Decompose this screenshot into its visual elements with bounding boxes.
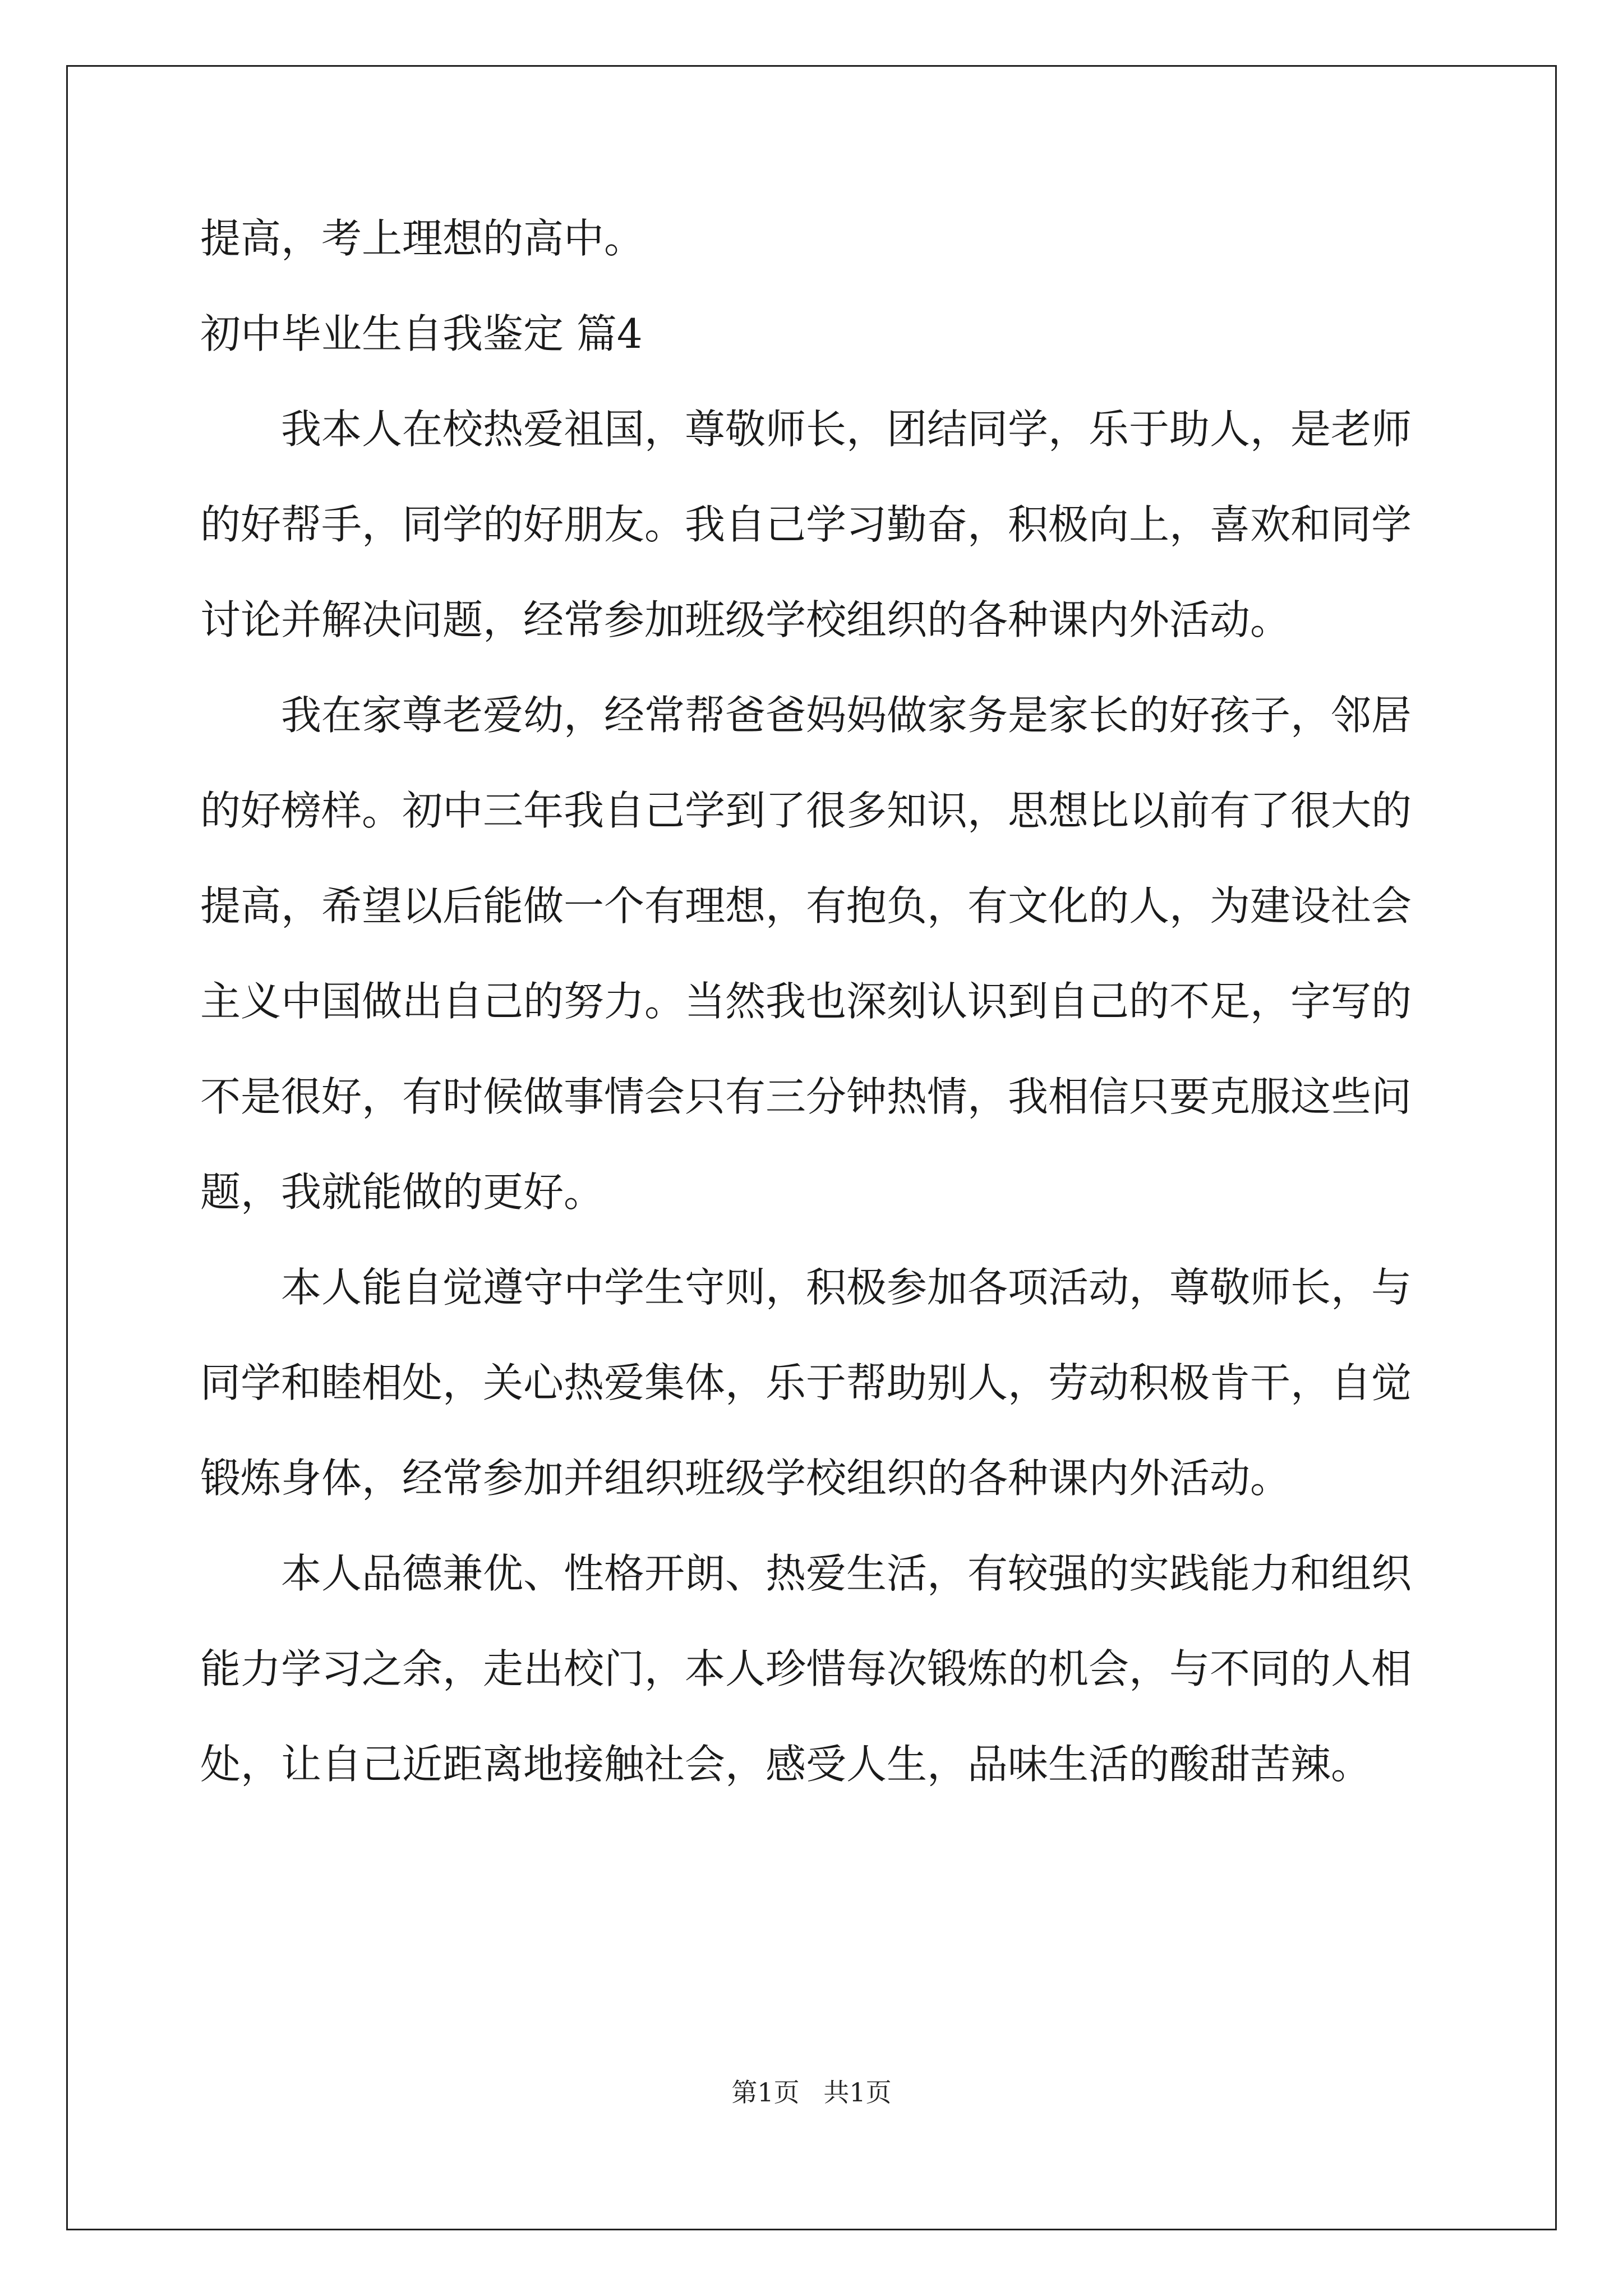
paragraph-line: 的好帮手，同学的好朋友。我自己学习勤奋，积极向上，喜欢和同学: [200, 501, 1412, 548]
paragraph-line: 不是很好，有时候做事情会只有三分钟热情，我相信只要克服这些问: [200, 1073, 1412, 1120]
paragraph-line: 我在家尊老爱幼，经常帮爸爸妈妈做家务是家长的好孩子，邻居: [281, 692, 1412, 739]
intro-line: 提高，考上理想的高中。: [200, 215, 645, 262]
paragraph: [200, 404, 1428, 645]
paragraph-line: 主义中国做出自己的努力。当然我也深刻认识到自己的不足，字写的: [200, 978, 1412, 1025]
page-number-current: 第1页: [731, 2077, 800, 2108]
paragraph-line: 本人品德兼优、性格开朗、热爱生活，有较强的实践能力和组织: [281, 1550, 1412, 1597]
paragraph-line: 题，我就能做的更好。: [200, 1168, 605, 1216]
paragraph-line: 本人能自觉遵守中学生守则，积极参加各项活动，尊敬师长，与: [281, 1264, 1412, 1311]
paragraph-line: 能力学习之余，走出校门，本人珍惜每次锻炼的机会，与不同的人相: [200, 1645, 1412, 1692]
paragraph-line: 锻炼身体，经常参加并组织班级学校组织的各种课内外活动。: [200, 1455, 1291, 1502]
paragraph-line: 同学和睦相处，关心热爱集体，乐于帮助别人，劳动积极肯干，自觉: [200, 1359, 1412, 1406]
paragraph-line: 处，让自己近距离地接触社会，感受人生，品味生活的酸甜苦辣。: [200, 1741, 1372, 1788]
page-number-total: 共1页: [823, 2077, 892, 2108]
paragraph-line: 的好榜样。初中三年我自己学到了很多知识，思想比以前有了很大的: [200, 787, 1412, 834]
paragraph: [200, 1548, 1428, 1789]
paragraph-line: 提高，希望以后能做一个有理想，有抱负，有文化的人，为建设社会: [200, 882, 1412, 930]
paragraph: [200, 690, 1428, 1217]
paragraph-line: 我本人在校热爱祖国，尊敬师长，团结同学，乐于助人，是老师: [281, 406, 1412, 453]
paragraph: [200, 1262, 1428, 1503]
section-heading: 初中毕业生自我鉴定 篇4: [200, 310, 643, 357]
page-footer: [0, 2076, 1623, 2109]
document-body: [200, 213, 1428, 1834]
paragraph-line: 讨论并解决问题，经常参加班级学校组织的各种课内外活动。: [200, 596, 1291, 643]
